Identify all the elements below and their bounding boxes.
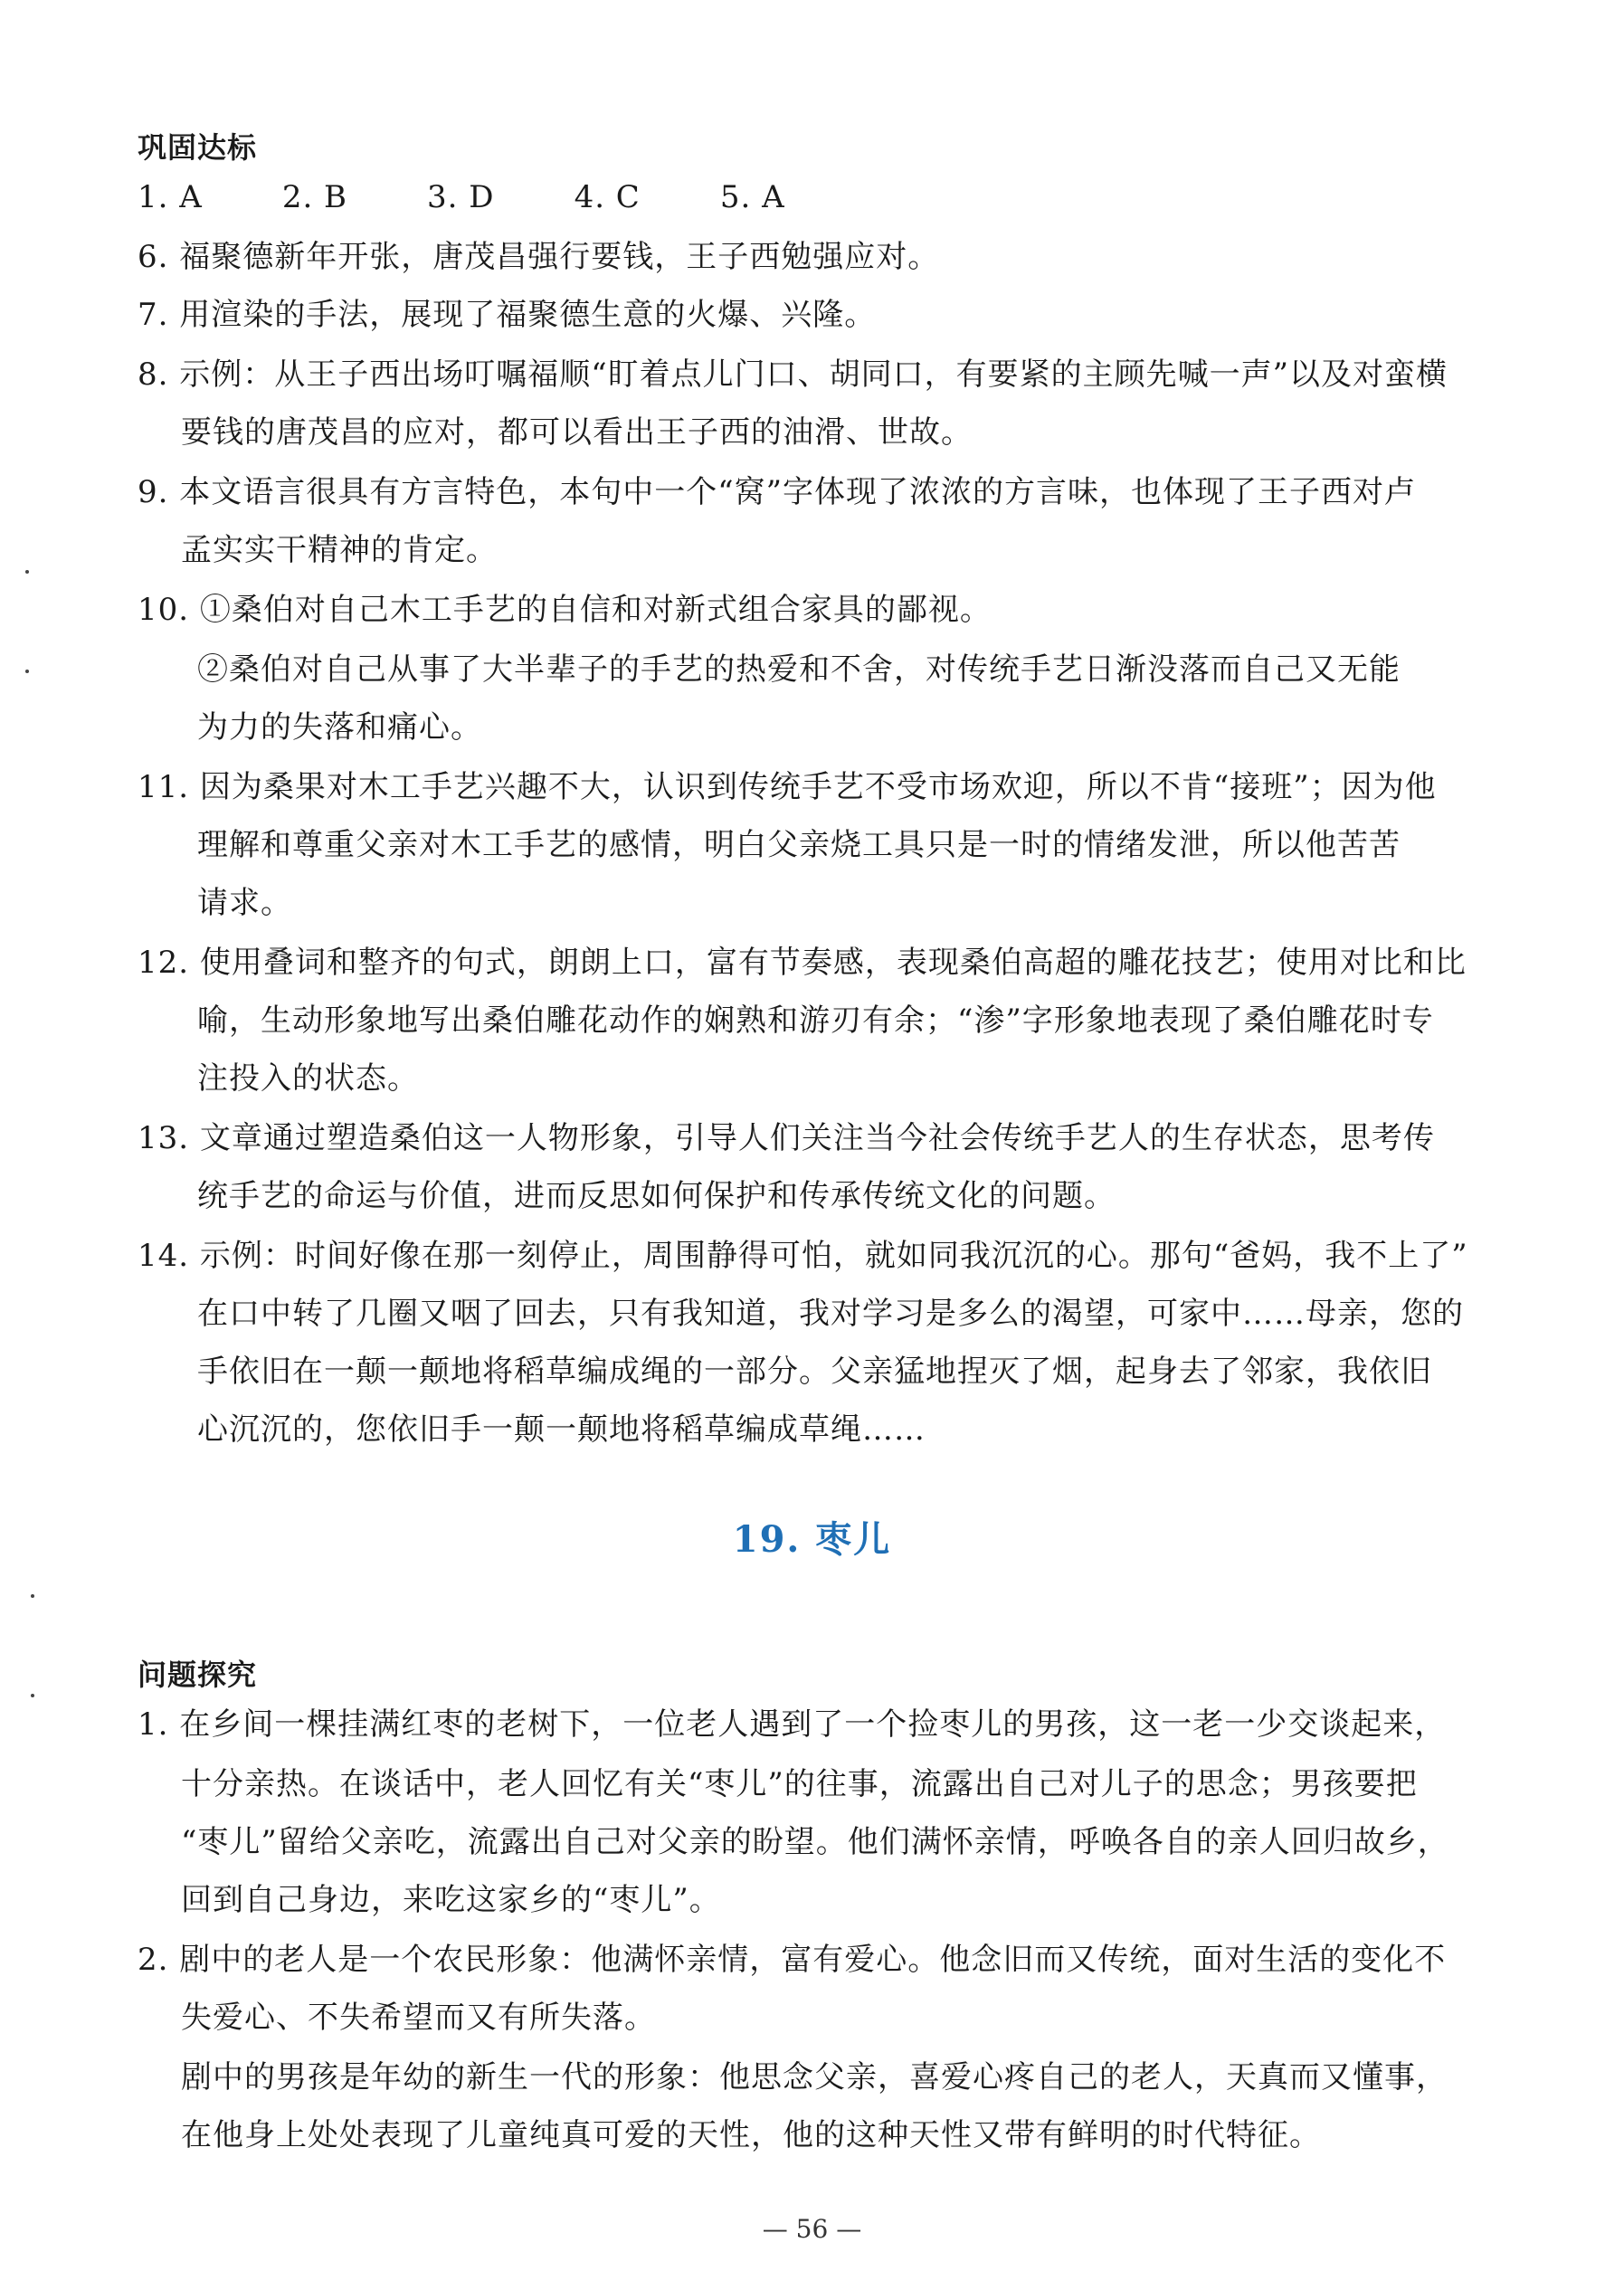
answer-14-line-3: 手依旧在一颠一颠地将稻草编成绳的一部分。父亲猛地捏灭了烟，起身去了邻家，我依旧 xyxy=(197,1354,1432,1390)
mc-answer-5: 5. A xyxy=(719,179,785,215)
answer-10-line-1: 10. ①桑伯对自己木工手艺的自信和对新式组合家具的鄙视。 xyxy=(138,592,992,628)
mc-answer-3: 3. D xyxy=(427,179,495,215)
section-heading-consolidation: 巩固达标 xyxy=(138,130,258,165)
inquiry-answer-1-line-4: 回到自己身边，来吃这家乡的“枣儿”。 xyxy=(181,1882,721,1918)
mc-answer-4: 4. C xyxy=(574,179,641,215)
answer-14-line-2: 在口中转了几圈又咽了回去，只有我知道，我对学习是多么的渴望，可家中……母亲，您的 xyxy=(197,1296,1464,1332)
scan-speck xyxy=(31,1694,34,1697)
answer-11-line-3: 请求。 xyxy=(197,885,292,921)
answer-13-line-2: 统手艺的命运与价值，进而反思如何保护和传承传统文化的问题。 xyxy=(197,1178,1116,1214)
inquiry-answer-2-line-1: 2. 剧中的老人是一个农民形象：他满怀亲情，富有爱心。他念旧而又传统，面对生活的变化不 xyxy=(138,1942,1447,1978)
answer-13-line-1: 13. 文章通过塑造桑伯这一人物形象，引导人们关注当今社会传统手艺人的生存状态，思考传 xyxy=(138,1120,1435,1156)
inquiry-answer-2-line-3: 剧中的男孩是年幼的新生一代的形象：他思念父亲，喜爱心疼自己的老人，天真而又懂事， xyxy=(181,2059,1448,2095)
mc-answers xyxy=(138,179,865,215)
answer-7: 7. 用渲染的手法，展现了福聚德生意的火爆、兴隆。 xyxy=(138,297,877,333)
answer-9-line-1: 9. 本文语言很具有方言特色，本句中一个“窝”字体现了浓浓的方言味，也体现了王子西对卢 xyxy=(138,474,1417,510)
inquiry-answer-1-line-3: “枣儿”留给父亲吃，流露出自己对父亲的盼望。他们满怀亲情，呼唤各自的亲人回归故乡， xyxy=(181,1824,1449,1860)
inquiry-answer-1-line-2: 十分亲热。在谈话中，老人回忆有关“枣儿”的往事，流露出自己对儿子的思念；男孩要把 xyxy=(181,1766,1418,1802)
scan-speck xyxy=(25,570,29,574)
answer-10-line-3: 为力的失落和痛心。 xyxy=(197,709,482,746)
answer-12-line-1: 12. 使用叠词和整齐的句式，朗朗上口，富有节奏感，表现桑伯高超的雕花技艺；使用对比和比 xyxy=(138,945,1467,981)
mc-answer-1: 1. A xyxy=(138,179,203,215)
answer-8-line-2: 要钱的唐茂昌的应对，都可以看出王子西的油滑、世故。 xyxy=(181,414,973,451)
answer-8-line-1: 8. 示例：从王子西出场叮嘱福顺“盯着点儿门口、胡同口，有要紧的主顾先喊一声”以及对蛮横 xyxy=(138,356,1448,393)
lesson-title: 19. 枣儿 xyxy=(732,1518,892,1561)
scan-speck xyxy=(31,1594,34,1598)
mc-answer-2: 2. B xyxy=(281,179,348,215)
answer-11-line-1: 11. 因为桑果对木工手艺兴趣不大，认识到传统手艺不受市场欢迎，所以不肯“接班”；因为他 xyxy=(138,769,1437,805)
inquiry-answer-2-line-2: 失爱心、不失希望而又有所失落。 xyxy=(181,2000,656,2036)
answer-14-line-4: 心沉沉的，您依旧手一颠一颠地将稻草编成草绳…… xyxy=(197,1411,926,1448)
answer-12-line-3: 注投入的状态。 xyxy=(197,1060,419,1097)
answer-10-line-2: ②桑伯对自己从事了大半辈子的手艺的热爱和不舍，对传统手艺日渐没落而自己又无能 xyxy=(197,651,1401,688)
answer-11-line-2: 理解和尊重父亲对木工手艺的感情，明白父亲烧工具只是一时的情绪发泄，所以他苦苦 xyxy=(197,827,1401,863)
answer-12-line-2: 喻，生动形象地写出桑伯雕花动作的娴熟和游刃有余；“渗”字形象地表现了桑伯雕花时专 xyxy=(197,1002,1434,1039)
section-heading-inquiry: 问题探究 xyxy=(138,1658,258,1692)
answer-6: 6. 福聚德新年开张，唐茂昌强行要钱，王子西勉强应对。 xyxy=(138,239,940,275)
inquiry-answer-1-line-1: 1. 在乡间一棵挂满红枣的老树下，一位老人遇到了一个捡枣儿的男孩，这一老一少交谈起来， xyxy=(138,1706,1447,1743)
answer-14-line-1: 14. 示例：时间好像在那一刻停止，周围静得可怕，就如同我沉沉的心。那句“爸妈，我不上了” xyxy=(138,1238,1468,1274)
page-number: — 56 — xyxy=(762,2214,862,2244)
scan-speck xyxy=(25,670,29,673)
inquiry-answer-2-line-4: 在他身上处处表现了儿童纯真可爱的天性，他的这种天性又带有鲜明的时代特征。 xyxy=(181,2117,1321,2153)
answer-9-line-2: 孟实实干精神的肯定。 xyxy=(181,532,498,568)
